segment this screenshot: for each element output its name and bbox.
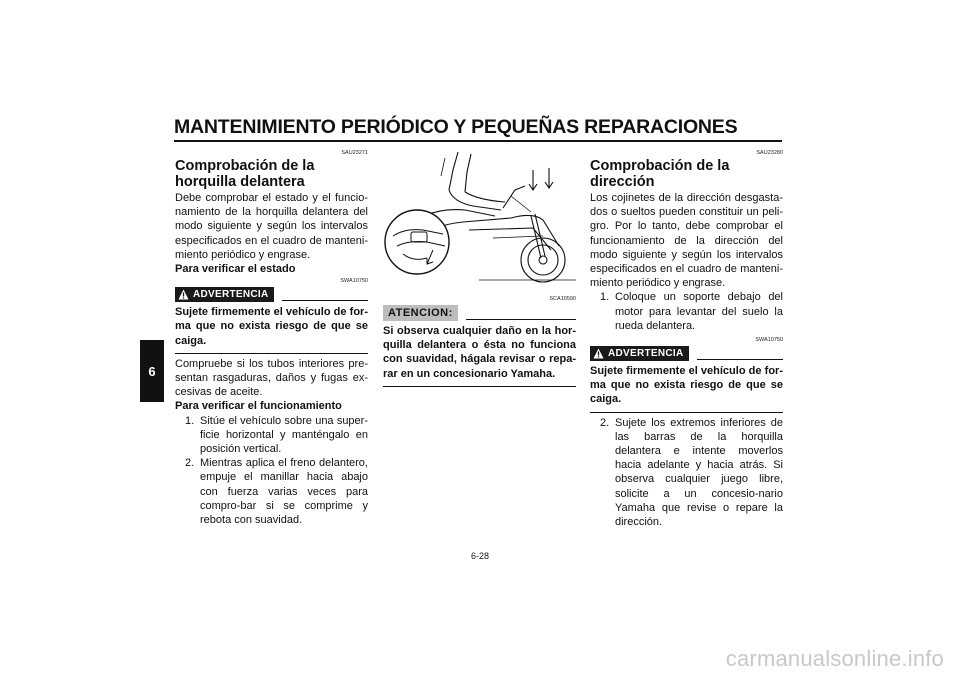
- warning-end-rule: [590, 412, 783, 413]
- warning-text: Sujete firmemente el vehículo de for-ma que no exista riesgo de que se caiga.: [175, 306, 368, 347]
- watermark-link[interactable]: carmanualsonline.info: [725, 646, 944, 671]
- chapter-tab: 6: [140, 340, 164, 402]
- page-title: MANTENIMIENTO PERIÓDICO Y PEQUEÑAS REPARACIONES: [174, 116, 738, 138]
- right-column: [590, 150, 783, 529]
- caution-code: SCA10590: [549, 296, 576, 302]
- list-item: 1. Coloque un soporte debajo del motor para levantar del suelo la rueda delantera.: [600, 291, 783, 332]
- fork-intro-text: Debe comprobar el estado y el funcio-namiento de la horquilla delantera del modo siguiente y según los intervalos especificados en el cuadro de manteni-miento periódico y engrase.: [175, 192, 368, 261]
- fork-check-illustration: [383, 150, 576, 285]
- caution-end-rule: [383, 386, 576, 387]
- warning-end-rule: [175, 353, 368, 354]
- warning-label: ADVERTENCIA: [193, 289, 269, 301]
- steering-steps-1: [590, 290, 783, 333]
- warning-code: SWA10750: [755, 337, 783, 344]
- check-function-heading: Para verificar el funcionamiento: [175, 400, 342, 413]
- warning-badge: [175, 287, 274, 302]
- section-code: SAU23271: [341, 150, 368, 156]
- caution-badge: ATENCION:: [383, 305, 458, 321]
- fork-check-heading: Comprobación de la horquilla delantera: [175, 158, 315, 190]
- warning-triangle-icon: [178, 289, 189, 300]
- warning-badge: [590, 346, 689, 361]
- warning-header: [590, 346, 783, 361]
- warning-triangle-icon: [593, 348, 604, 359]
- warning-label: ADVERTENCIA: [608, 348, 684, 360]
- warning-header: [175, 287, 368, 302]
- middle-column: [383, 150, 576, 390]
- list-item: 2. Sujete los extremos inferiores de las barras de la horquilla delantera e intente moverlos hacia adelante y hacia atrás. Si observa cualquier juego libre, solicite a un concesio-nario Yamaha que revise o repare la dirección.: [600, 416, 783, 529]
- page-number: 6-28: [470, 551, 489, 561]
- title-rule: [174, 140, 782, 142]
- left-column: [175, 150, 368, 527]
- caution-text: Si observa cualquier daño en la hor-quilla delantera o ésta no funciona con suavidad, hágala revisar o repa-rar en un concesionario Yamaha.: [383, 325, 576, 380]
- function-steps: [175, 414, 368, 528]
- list-item: 2. Mientras aplica el freno delantero, empuje el manillar hacia abajo con fuerza varias veces para compro-bar si se comprime y rebota con suavidad.: [185, 457, 368, 527]
- caution-header: [383, 305, 576, 321]
- list-item: 1. Sitúe el vehículo sobre una super-ficie horizontal y manténgalo en posición vertical.: [185, 414, 368, 456]
- steering-intro-text: Los cojinetes de la dirección desgasta-dos o sueltos pueden constituir un peli-gro. Por lo tanto, debe comprobar el funcionamiento de la dirección del modo siguiente y según los intervalos especificados en el cuadro de manteni-miento periódico y engrase.: [590, 192, 783, 290]
- warning-code: SWA10750: [340, 278, 368, 285]
- steering-steps-2: [590, 416, 783, 530]
- section-code: SAU23280: [756, 150, 783, 156]
- check-tubes-text: Compruebe si los tubos interiores pre-sentan rasgaduras, daños y fugas ex-cesivas de aceite.: [175, 357, 368, 399]
- steering-check-heading: Comprobación de la dirección: [590, 158, 730, 190]
- warning-text: Sujete firmemente el vehículo de for-ma que no exista riesgo de que se caiga.: [590, 365, 783, 406]
- check-state-heading: Para verificar el estado: [175, 263, 296, 276]
